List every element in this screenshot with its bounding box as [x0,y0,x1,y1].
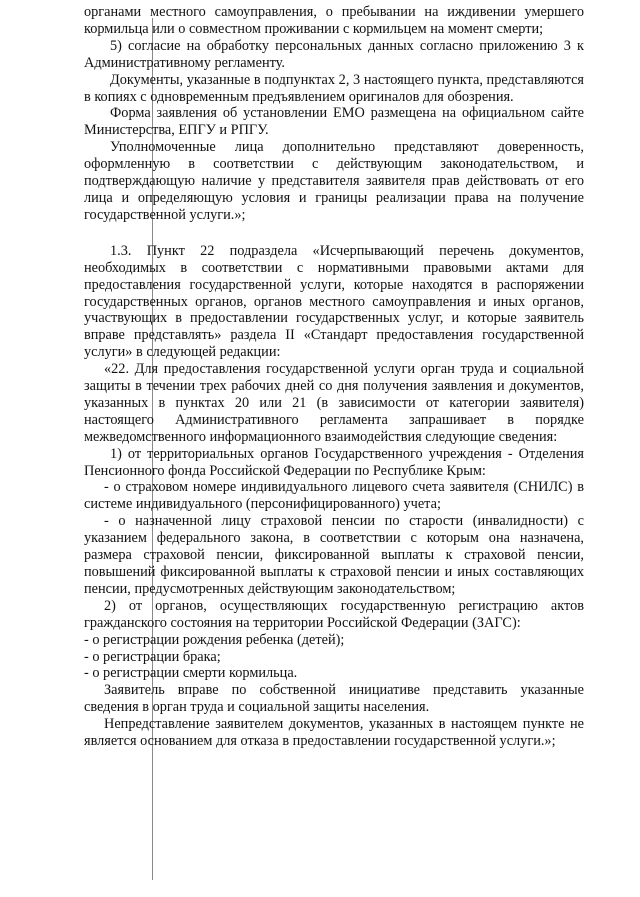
paragraph-pension-fund: 1) от территориальных органов Государственного учреждения - Отделения Пенсионного фонда Российской Федерации по Республике Крым: [84,445,584,479]
list-item-snils: - о страховом номере индивидуального лицевого счета заявителя (СНИЛС) в системе индивидуального (персонифицированного) учета; [84,479,584,513]
paragraph-zags: 2) от органов, осуществляющих государственную регистрацию актов гражданского состояния на территории Российской Федерации (ЗАГС): [84,597,584,631]
paragraph-own-initiative: Заявитель вправе по собственной инициативе представить указанные сведения в орган труда и социальной защиты населения. [84,682,584,716]
paragraph-item-1-3: 1.3. Пункт 22 подраздела «Исчерпывающий перечень документов, необходимых в соответствии с нормативными правовыми актами для предоставления государственной услуги, которые находятся в распоряжении государственных органов, органов местного самоуправления и иных органов, участвующих в предоставлении государственных услуг, и которые заявитель вправе представлять» раздела II «Стандарт предоставления государственной услуги» в следующей редакции: [84,242,584,361]
paragraph-continuation: органами местного самоуправления, о пребывании на иждивении умершего кормильца или о совместном проживании с кормильцем на момент смерти; [84,4,584,37]
paragraph-non-submission: Непредставление заявителем документов, указанных в настоящем пункте не является основанием для отказа в предоставлении государственной услуги.»; [84,716,584,750]
paragraph-authorized-persons: Уполномоченные лица дополнительно представляют доверенность, оформленную в соответствии с действующим законодательством, и подтверждающую наличие у представителя заявителя прав действовать от его лица и определяющую условия и границы реализации права на получение государственной услуги.»; [84,139,584,223]
list-item-birth: - о регистрации рождения ребенка (детей); [84,631,345,648]
spacer [84,224,584,243]
document-body [84,4,584,750]
paragraph-item-22: «22. Для предоставления государственной услуги орган труда и социальной защиты в течении трех рабочих дней со дня получения заявления и документов, указанных в пунктах 20 или 21 (в зависимости от категории заявителя) настоящего Административного регламента запрашивает в порядке межведомственного информационного взаимодействия следующие сведения: [84,361,584,445]
list-item-marriage: - о регистрации брака; [84,648,221,665]
list-item-death: - о регистрации смерти кормильца. [84,665,298,682]
paragraph-documents-copies: Документы, указанные в подпунктах 2, 3 настоящего пункта, представляются в копиях с одновременным предъявлением оригиналов для обозрения. [84,71,584,105]
list-item-pension: - о назначенной лицу страховой пенсии по старости (инвалидности) с указанием федерального закона, в соответствии с которым она назначена, размера страховой пенсии, фиксированной выплаты к страховой пенсии, повышений фиксированной выплаты к страховой пенсии и иных составляющих пенсии, предусмотренных действующим законодательством; [84,513,584,597]
paragraph-consent: 5) согласие на обработку персональных данных согласно приложению 3 к Административному регламенту. [84,37,584,71]
paragraph-application-form: Форма заявления об установлении ЕМО размещена на официальном сайте Министерства, ЕПГУ и РПГУ. [84,105,584,139]
